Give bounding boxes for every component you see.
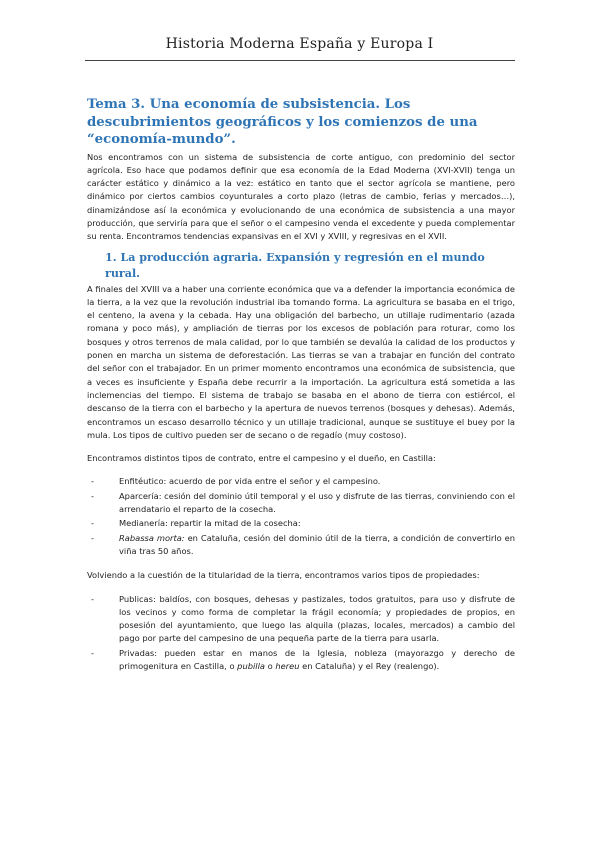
- contract-enfiteutico: Enfitéutico: acuerdo de por vida entre el señor y el campesino.: [119, 476, 381, 487]
- bullet-dash: -: [91, 532, 94, 543]
- document-body: [87, 96, 515, 674]
- property-privadas-text: Privadas: pueden estar en manos de la Iglesia, nobleza (mayorazgo y derecho de primogenitura en Castilla, o: [119, 647, 515, 671]
- list-item: [87, 593, 515, 646]
- header-rule: [85, 60, 515, 61]
- bullet-dash: -: [91, 490, 94, 501]
- contract-medianeria: Medianería: repartir la mitad de la cosecha:: [119, 518, 301, 529]
- properties-list: [87, 593, 515, 674]
- list-item: [87, 475, 515, 488]
- term-pubilla: pubilla: [237, 661, 265, 671]
- spacer: [87, 465, 515, 475]
- contracts-list: [87, 475, 515, 558]
- section-paragraph: A finales del XVIII va a haber una corriente económica que va a defender la importancia económica de la tierra, a la vez que la revolución industrial iba tomando forma. La agricultura se basaba en el trigo, el centeno, la avena y la cebada. Hay una obligación del barbecho, un utillaje rudimentario (azada romana y poco más), y ampliación de tierras por los excesos de población para roturar, como los bosques y otros terrenos de mala calidad, por lo que también se devalúa la calidad de los productos y ponen en marcha un sistema de deforestación. Las tierras se van a trabajar en función del contrato del señor con el trabajador. En un primer momento encontramos una económica de subsistencia, que a veces es insuficiente y España debe recurrir a la importación. La agricultura está sometida a las inclemencias del tiempo. El sistema de trabajo se basaba en el abono de tierra con estiércol, el descanso de la tierra con el barbecho y la apertura de nuevos terrenos (bosques y dehesas). Además, encontramos un escaso desarrollo técnico y un utillaje tradicional, aunque se sustituye el buey por la mula. Los tipos de cultivo pueden ser de secano o de regadío (muy costoso).: [87, 283, 515, 440]
- section-heading: 1. La producción agraria. Expansión y regresión en el mundo rural.: [105, 250, 485, 280]
- bullet-dash: -: [91, 518, 94, 529]
- list-item: [87, 490, 515, 517]
- property-privadas-text: o: [264, 661, 276, 671]
- bullet-dash: -: [91, 593, 94, 604]
- contract-rabassa-text: en Cataluña, cesión del dominio útil de la tierra, a condición de convertirlo en viña tras 50 años.: [119, 532, 515, 556]
- contract-rabassa-term: Rabassa morta:: [119, 532, 185, 543]
- contracts-intro: Encontramos distintos tipos de contrato, entre el campesino y el dueño, en Castilla:: [87, 453, 436, 464]
- topic-title: Tema 3. Una economía de subsistencia. Los descubrimientos geográficos y los comienzos de una “economía-mundo”.: [87, 97, 478, 147]
- property-privadas-text: en Cataluña) y el Rey (realengo).: [299, 661, 440, 671]
- bullet-dash: -: [91, 476, 94, 487]
- running-header: Historia Moderna España y Europa I: [165, 36, 434, 52]
- property-publicas: Publicas: baldíos, con bosques, dehesas y pastizales, todos gratuitos, para uso y disfrute de los vecinos y como forma de completar la frágil economía; y propiedades de propios, en posesión del ayuntamiento, que luego las alquila (plazas, locales, mercados) a cambio del pago por parte del campesino de una pequeña parte de la tierra para usarla.: [119, 593, 515, 644]
- contract-aparceria: Aparcería: cesión del dominio útil temporal y el uso y disfrute de las tierras, conviniendo con el arrendatario el reparto de la cosecha.: [119, 490, 515, 515]
- intro-paragraph: Nos encontramos con un sistema de subsistencia de corte antiguo, con predominio del sector agrícola. Eso hace que podamos definir que esa economía de la Edad Moderna (XVI-XVII) tenga un carácter estático y dinámico a la vez: estático en tanto que el sector agrícola se mantiene, pero dinámico por ciertos cambios coyunturales a corto plazo (letras de cambio, ferias y mercados…), dinamizándose así la económica y evolucionando de una económica de subsistencia a una mayor producción, que serviría para que el señor o el campesino venda el excedente y pueda complementar su renta. Encontramos tendencias expansivas en el XVI y XVIII, y regresivas en el XVII.: [87, 151, 515, 242]
- list-item: [87, 532, 515, 559]
- term-hereu: hereu: [275, 661, 300, 671]
- spacer: [87, 583, 515, 593]
- list-item: [87, 647, 515, 674]
- bullet-dash: -: [91, 647, 94, 658]
- spacer: [87, 442, 515, 452]
- spacer: [87, 559, 515, 569]
- property-intro: Volviendo a la cuestión de la titularidad de la tierra, encontramos varios tipos de propiedades:: [87, 570, 480, 581]
- list-item: [87, 517, 515, 530]
